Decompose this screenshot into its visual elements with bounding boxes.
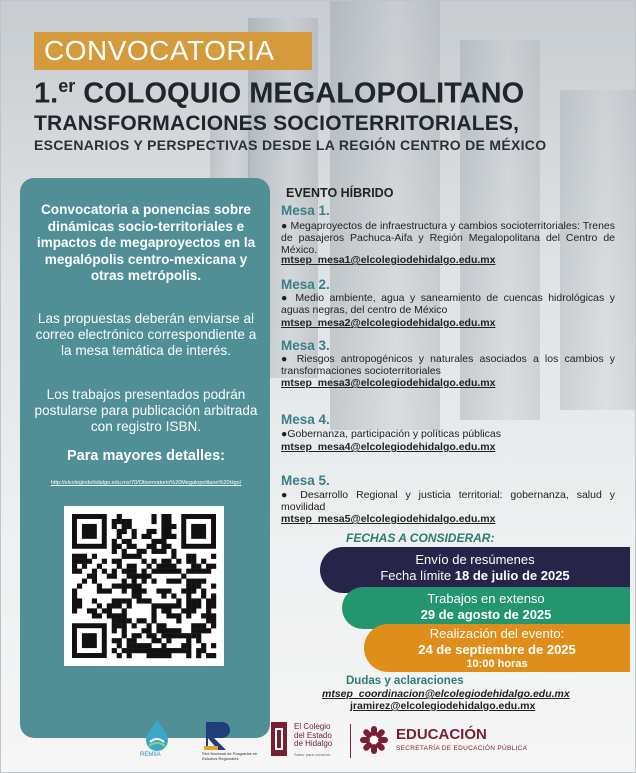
event-label: EVENTO HÍBRIDO [286,186,394,200]
intro-text: Convocatoria a ponencias sobre dinámicas socio-territoriales e impactos de megaproyectos en la megalópolis centro-mexicana y otras metrópolis. [36,202,256,283]
mesa-5-desc: ● Desarrollo Regional y justicia territorial: gobernanza, salud y movilidad [281,489,615,513]
mesa-1-email[interactable]: mtsep_mesa1@elcolegiodehidalgo.edu.mx [281,254,496,266]
contact-email-2[interactable]: jramirez@elcolegiodehidalgo.edu.mx [350,700,536,712]
mesa-4-email[interactable]: mtsep_mesa4@elcolegiodehidalgo.edu.mx [281,441,496,453]
details-heading: Para mayores detalles: [67,448,225,464]
mesa-3-title: Mesa 3. [281,338,330,353]
date-abstracts-label: Envío de resúmenes [415,552,535,567]
deadline-date: 18 de julio de 2025 [454,568,570,583]
remiia-logo [140,718,174,762]
publication-note: Los trabajos presentados podrán postularse para publicación arbitrada con registro ISBN. [34,387,258,434]
remiia-icon [140,718,174,752]
qr-code-icon [64,506,224,666]
title-number: 1. [34,77,59,110]
red-r-icon [202,720,236,752]
sep-flower-icon [358,724,390,756]
mesa-5-title: Mesa 5. [281,473,330,488]
mesa-1-title: Mesa 1. [281,203,330,218]
logos-bar [140,718,610,766]
subtitle-2: ESCENARIOS Y PERSPECTIVAS DESDE LA REGIÓN CENTRO DE MÉXICO [34,137,547,153]
red-label: Red Nacional de Posgrados en Estudios Regionales [202,751,258,761]
qr-code [64,506,224,666]
date-extenso-date: 29 de agosto de 2025 [420,607,552,622]
title-text: COLOQUIO MEGALOPOLITANO [75,77,525,110]
page-title [34,76,524,111]
mesa-2-desc: ● Medio ambiente, agua y saneamiento de cuencas hidrológicas y aguas negras, del centro de México [281,292,615,316]
mesa-2-title: Mesa 2. [281,277,330,292]
deadline-prefix: Fecha límite [380,568,455,583]
date-event [364,624,630,672]
colegio-l2: del Estado [294,730,332,740]
colegio-tag: Saber para construir [294,751,331,757]
mesa-4-desc: ●Gobernanza, participación y políticas públicas [281,428,501,440]
email-note: Las propuestas deberán enviarse al correo electrónico correspondiente a la mesa temática de interés. [35,311,257,358]
dates-heading: FECHAS A CONSIDERAR: [346,531,495,545]
contact-heading: Dudas y aclaraciones [346,675,464,687]
mesa-2-email[interactable]: mtsep_mesa2@elcolegiodehidalgo.edu.mx [281,317,496,329]
red-logo [202,720,258,764]
sep-title: EDUCACIÓN [396,726,487,743]
title-sup: er [58,76,76,96]
mesa-4-title: Mesa 4. [281,412,330,427]
date-event-time: 10:00 horas [466,658,528,670]
sep-subtitle: SECRETARÍA DE EDUCACIÓN PÚBLICA [396,745,528,752]
date-event-label: Realización del evento: [429,626,565,641]
sep-logo [358,720,608,764]
subtitle: TRANSFORMACIONES SOCIOTERRITORIALES, [34,112,520,135]
colegio-name [294,723,332,759]
date-event-date: 24 de septiembre de 2025 [418,642,576,657]
mesa-3-email[interactable]: mtsep_mesa3@elcolegiodehidalgo.edu.mx [281,377,496,389]
logo-divider [350,724,351,758]
convocatoria-badge: CONVOCATORIA [34,32,312,70]
colegio-logo [270,720,360,764]
colegio-icon [270,720,288,758]
date-extenso-label: Trabajos en extenso [427,591,545,606]
colegio-l3: de Hidalgo [294,739,333,748]
mesa-1-desc: ● Megaproyectos de infraestructura y cambios socioterritoriales: Trenes de pasajeros Pachuca-Aifa y Región Megalopolitana del Centro de México. [281,220,615,256]
details-link[interactable]: http://elcolegiodehidalgo.edu.mx/70/Observatorio%20Megalopolitano%20Hgo/ [50,480,242,486]
colegio-l1: El Colegio [294,722,331,731]
mesa-5-email[interactable]: mtsep_mesa5@elcolegiodehidalgo.edu.mx [281,513,496,525]
date-extenso [342,587,630,629]
remiia-label: REMIIA [140,752,161,758]
mesa-3-desc: ● Riesgos antropogénicos y naturales asociados a los cambios y transformaciones socioterritoriales [281,353,615,377]
date-abstracts-deadline [320,568,630,584]
contact-email-1[interactable]: mtsep_coordinacion@elcolegiodehidalgo.edu.mx [322,688,570,700]
